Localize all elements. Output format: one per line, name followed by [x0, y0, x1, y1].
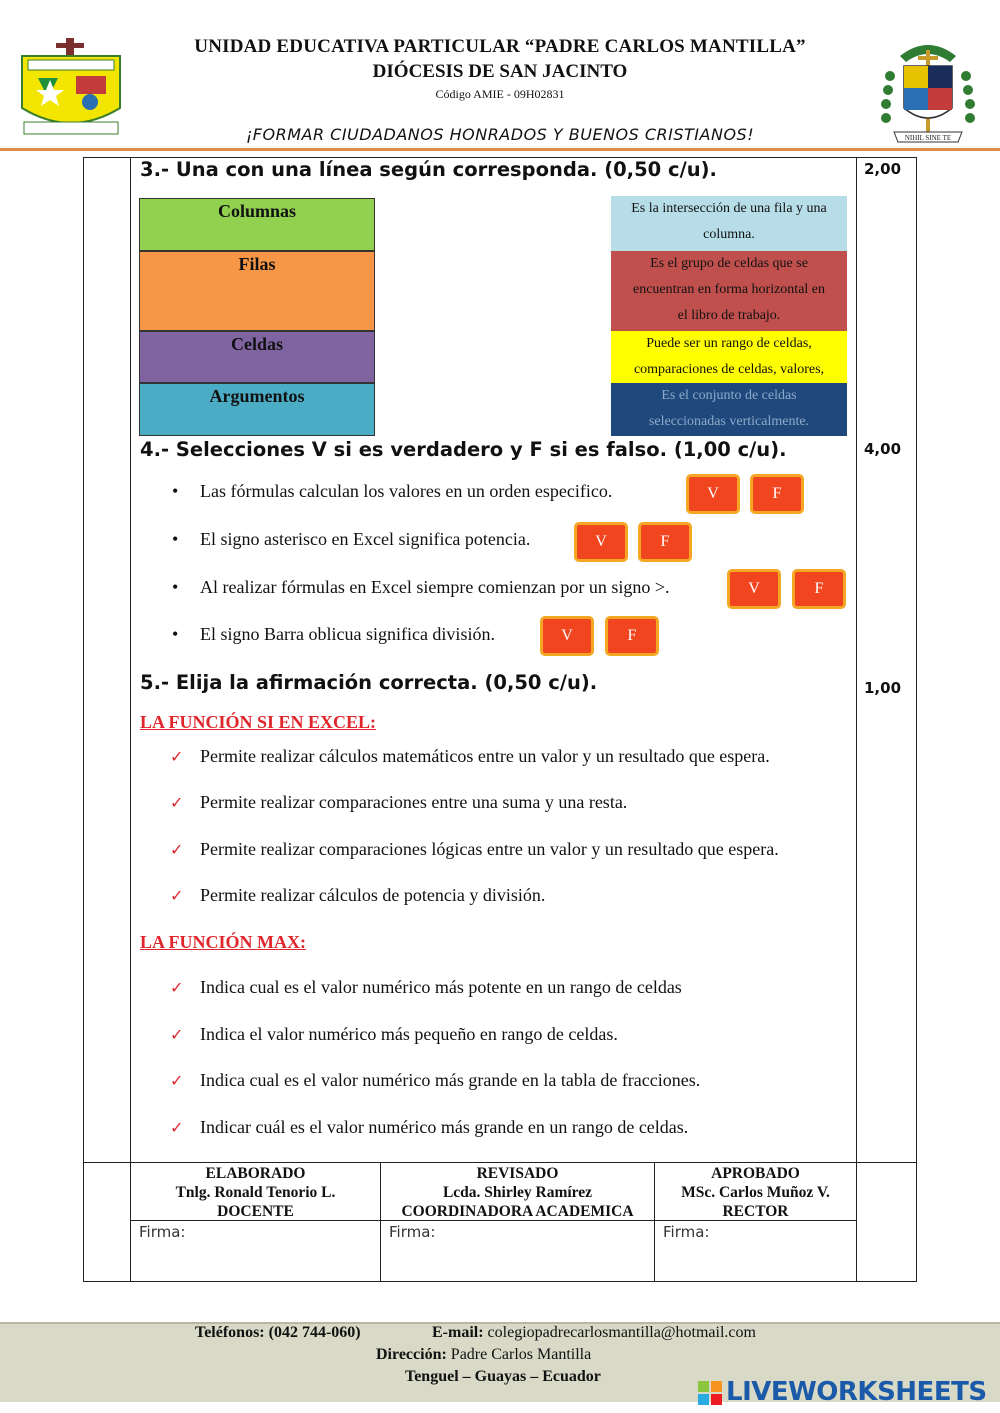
table-inner-right-border: [856, 157, 857, 1282]
footer-phone-label: Teléfonos:: [195, 1324, 265, 1341]
liveworksheets-logo-icon: [698, 1381, 722, 1405]
match-right-line: Puede ser un rango de celdas,: [646, 336, 812, 351]
bullet-icon: •: [172, 624, 179, 644]
bullet-icon: •: [172, 481, 179, 501]
q3-score: 2,00: [864, 160, 902, 178]
checkmark-icon: ✓: [170, 793, 184, 812]
signature-row-top-border: [83, 1162, 917, 1163]
q5-si-option-3[interactable]: Permite realizar comparaciones lógicas entre un valor y un resultado que espera.: [200, 839, 779, 859]
signature-name: Lcda. Shirley Ramírez: [442, 1184, 593, 1201]
q5-max-option-2[interactable]: Indica el valor numérico más pequeño en rango de celdas.: [200, 1024, 618, 1044]
match-right-rango[interactable]: [611, 331, 847, 383]
q4-4-false-button[interactable]: F: [605, 616, 659, 656]
signature-title: RECTOR: [722, 1203, 789, 1220]
match-right-line: Es la intersección de una fila y una: [631, 201, 827, 216]
q5-max-option-3[interactable]: Indica cual es el valor numérico más grande en la tabla de fracciones.: [200, 1070, 701, 1090]
q5-si-option-4[interactable]: Permite realizar cálculos de potencia y división.: [200, 885, 546, 905]
checkmark-icon: ✓: [170, 978, 184, 997]
q4-statement-4: El signo Barra oblicua significa división.: [200, 624, 495, 644]
q5-si-option-1[interactable]: Permite realizar cálculos matemáticos entre un valor y un resultado que espera.: [200, 746, 770, 766]
q4-1-true-button[interactable]: V: [686, 474, 740, 514]
table-border-right: [916, 157, 917, 1282]
signature-role: REVISADO: [476, 1165, 559, 1182]
match-right-vertical[interactable]: [611, 383, 847, 436]
q4-4-true-button[interactable]: V: [540, 616, 594, 656]
signature-title: DOCENTE: [217, 1203, 294, 1220]
match-right-line: columna.: [703, 227, 755, 242]
match-right-line: comparaciones de celdas, valores,: [633, 362, 825, 377]
q3-title: 3.- Una con una línea según corresponda. (0,50 c/u).: [140, 158, 717, 181]
table-border-bottom: [83, 1281, 917, 1282]
checkmark-icon: ✓: [170, 840, 184, 859]
footer-email-value: colegiopadrecarlosmantilla@hotmail.com: [487, 1324, 756, 1341]
q4-3-false-button[interactable]: F: [792, 569, 846, 609]
q5-title: 5.- Elija la afirmación correcta. (0,50 c/u).: [140, 671, 598, 694]
match-right-line: encuentran en forma horizontal en: [632, 282, 826, 297]
q4-1-false-button[interactable]: F: [750, 474, 804, 514]
header-divider: [0, 148, 1000, 151]
match-left-columnas[interactable]: Columnas: [139, 198, 375, 251]
firma-label-1: Firma:: [139, 1223, 186, 1241]
signature-aprobado: [655, 1164, 856, 1221]
signature-name: Tnlg. Ronald Tenorio L.: [175, 1184, 336, 1201]
match-left-celdas[interactable]: Celdas: [139, 331, 375, 383]
signature-revisado: [381, 1164, 654, 1221]
match-right-line: el libro de trabajo.: [677, 308, 781, 323]
q4-title: 4.- Selecciones V si es verdadero y F si es falso. (1,00 c/u).: [140, 438, 787, 461]
match-right-interseccion[interactable]: [611, 196, 847, 251]
footer-phone: [195, 1324, 361, 1342]
firma-label-3: Firma:: [663, 1223, 710, 1241]
table-inner-left-border: [130, 157, 131, 1282]
footer-address-value: Padre Carlos Mantilla: [450, 1346, 592, 1363]
q5-max-option-4[interactable]: Indicar cuál es el valor numérico más grande en un rango de celdas.: [200, 1117, 689, 1137]
match-right-line: Es el conjunto de celdas: [661, 388, 797, 403]
q5-max-option-1[interactable]: Indica cual es el valor numérico más potente en un rango de celdas: [200, 977, 682, 997]
checkmark-icon: ✓: [170, 1025, 184, 1044]
match-left-argumentos[interactable]: Argumentos: [139, 383, 375, 436]
signature-elaborado: [131, 1164, 380, 1221]
footer-address: [376, 1346, 591, 1364]
school-motto: ¡FORMAR CIUDADANOS HONRADOS Y BUENOS CRISTIANOS!: [245, 125, 755, 144]
coat-of-arms-ribbon: NIHIL SINE TE: [904, 134, 952, 142]
checkmark-icon: ✓: [170, 1118, 184, 1137]
q5-si-option-2[interactable]: Permite realizar comparaciones entre una suma y una resta.: [200, 792, 628, 812]
school-name: UNIDAD EDUCATIVA PARTICULAR “PADRE CARLOS MANTILLA”: [194, 36, 806, 57]
table-border-left: [83, 157, 84, 1282]
checkmark-icon: ✓: [170, 1071, 184, 1090]
diocese-name: DIÓCESIS DE SAN JACINTO: [372, 61, 628, 82]
footer-address-label: Dirección:: [376, 1346, 447, 1363]
q4-score: 4,00: [864, 440, 902, 458]
school-crest-icon: [18, 38, 124, 138]
diocese-coat-of-arms-icon: [880, 36, 976, 152]
bullet-icon: •: [172, 577, 179, 597]
firma-label-2: Firma:: [389, 1223, 436, 1241]
q4-3-true-button[interactable]: V: [727, 569, 781, 609]
q4-statement-1: Las fórmulas calculan los valores en un orden especifico.: [200, 481, 613, 501]
match-right-grupo-horizontal[interactable]: [611, 251, 847, 331]
footer-phone-value: (042 744-060): [268, 1324, 361, 1341]
q4-2-true-button[interactable]: V: [574, 522, 628, 562]
signature-role: APROBADO: [711, 1165, 800, 1182]
footer-email-label: E-mail:: [432, 1324, 484, 1341]
q4-statement-2: El signo asterisco en Excel significa potencia.: [200, 529, 531, 549]
q5-group2-heading: LA FUNCIÓN MAX:: [140, 932, 306, 952]
liveworksheets-brand[interactable]: LIVEWORKSHEETS: [726, 1377, 987, 1407]
signature-name: MSc. Carlos Muñoz V.: [681, 1184, 830, 1201]
q4-2-false-button[interactable]: F: [638, 522, 692, 562]
checkmark-icon: ✓: [170, 747, 184, 766]
match-right-line: Es el grupo de celdas que se: [650, 256, 808, 271]
q5-group1-heading: LA FUNCIÓN SI EN EXCEL:: [140, 712, 377, 732]
bullet-icon: •: [172, 529, 179, 549]
match-right-line: seleccionadas verticalmente.: [648, 414, 810, 429]
footer-location: Tenguel – Guayas – Ecuador: [405, 1368, 601, 1385]
checkmark-icon: ✓: [170, 886, 184, 905]
amie-code: Código AMIE - 09H02831: [435, 87, 565, 101]
match-left-filas[interactable]: Filas: [139, 251, 375, 331]
signature-role: ELABORADO: [205, 1165, 306, 1182]
q4-statement-3: Al realizar fórmulas en Excel siempre comienzan por un signo >.: [200, 577, 670, 597]
signature-title: COORDINADORA ACADEMICA: [401, 1203, 634, 1220]
q5-score: 1,00: [864, 679, 902, 697]
footer-email: [432, 1324, 756, 1342]
